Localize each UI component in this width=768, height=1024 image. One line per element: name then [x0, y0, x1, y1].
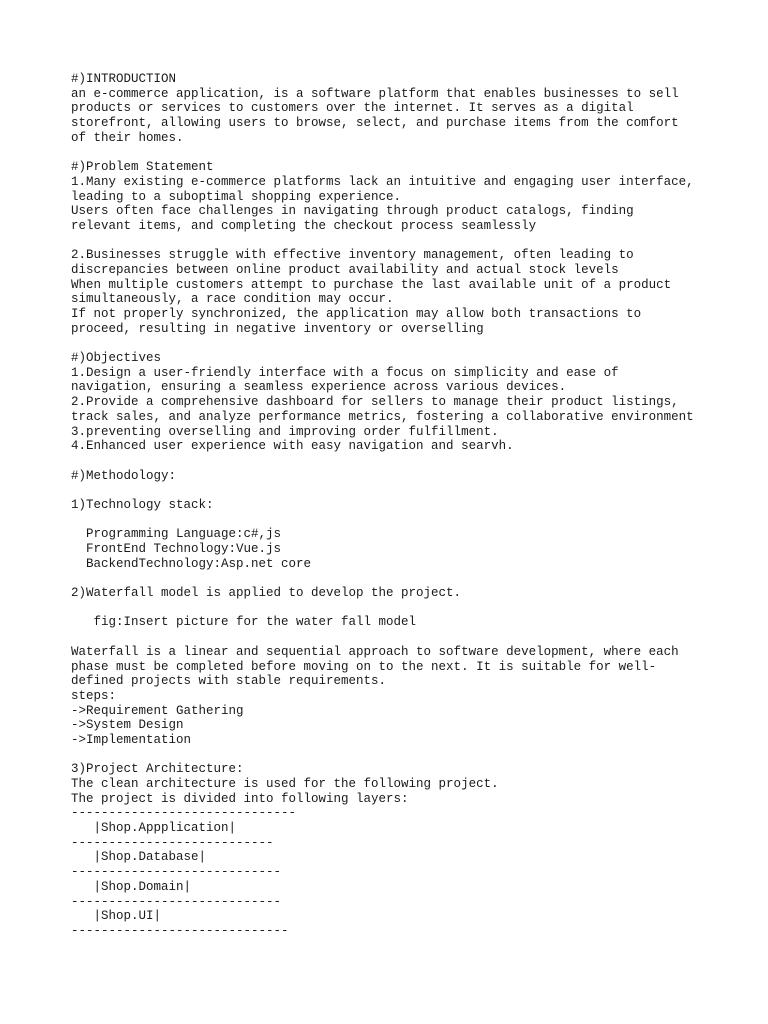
document-body	[71, 72, 731, 939]
text-line: 4.Enhanced user experience with easy navigation and searvh.	[71, 439, 514, 454]
text-line: The clean architecture is used for the following project.	[71, 777, 499, 791]
text-line: simultaneously, a race condition may occur.	[71, 292, 394, 307]
text-line: discrepancies between online product availability and actual stock levels	[71, 262, 619, 277]
blank-line	[71, 145, 731, 160]
heading-introduction: #)INTRODUCTION	[71, 72, 177, 86]
layer-shop-database: |Shop.Database|	[71, 850, 207, 865]
heading-methodology: #)Methodology:	[71, 468, 177, 483]
blank-line	[71, 336, 731, 351]
text-line: Waterfall is a linear and sequential approach to software development, where each	[71, 644, 679, 659]
text-line: steps:	[71, 688, 117, 703]
layer-divider: ----------------------------	[71, 865, 282, 880]
step-item: ->Requirement Gathering	[71, 703, 244, 718]
layer-shop-application: |Shop.Appplication|	[71, 821, 237, 836]
tech-stack-item: BackendTechnology:Asp.net core	[71, 556, 312, 571]
text-line: If not properly synchronized, the application may allow both transactions to	[71, 307, 642, 321]
text-line: phase must be completed before moving on to the next. It is suitable for well-	[71, 659, 657, 674]
text-line: an e-commerce application, is a software platform that enables businesses to sell	[71, 86, 679, 101]
text-line: leading to a suboptimal shopping experience.	[71, 189, 402, 204]
text-line: 1.Many existing e-commerce platforms lack an intuitive and engaging user interface,	[71, 174, 694, 189]
text-line: 2.Provide a comprehensive dashboard for sellers to manage their product listings,	[71, 395, 679, 410]
tech-stack-item: FrontEnd Technology:Vue.js	[71, 542, 282, 556]
blank-line	[71, 748, 731, 763]
step-item: ->Implementation	[71, 732, 192, 747]
text-line: of their homes.	[71, 130, 184, 145]
layer-divider: ----------------------------	[71, 894, 282, 909]
blank-line	[71, 454, 731, 469]
layer-divider: ---------------------------	[71, 835, 274, 850]
text-line: track sales, and analyze performance metrics, fostering a collaborative environment	[71, 409, 694, 424]
layer-divider: ------------------------------	[71, 806, 297, 821]
subheading-project-architecture: 3)Project Architecture:	[71, 762, 244, 777]
subheading-technology-stack: 1)Technology stack:	[71, 497, 214, 512]
subheading-waterfall: 2)Waterfall model is applied to develop the project.	[71, 586, 462, 601]
text-line: storefront, allowing users to browse, select, and purchase items from the comfort	[71, 116, 679, 131]
layer-shop-ui: |Shop.UI|	[71, 909, 162, 924]
text-line: defined projects with stable requirements.	[71, 674, 387, 689]
blank-line	[71, 571, 731, 586]
heading-objectives: #)Objectives	[71, 351, 162, 366]
text-line: The project is divided into following layers:	[71, 791, 409, 806]
layer-divider: -----------------------------	[71, 923, 289, 938]
blank-line	[71, 630, 731, 645]
text-line: relevant items, and completing the checkout process seamlessly	[71, 218, 537, 233]
text-line: navigation, ensuring a seamless experience across various devices.	[71, 380, 567, 395]
text-line: Users often face challenges in navigating through product catalogs, finding	[71, 204, 634, 219]
text-line: When multiple customers attempt to purchase the last available unit of a product	[71, 277, 672, 292]
text-line: 1.Design a user-friendly interface with a focus on simplicity and ease of	[71, 365, 619, 380]
blank-line	[71, 513, 731, 528]
tech-stack-item: Programming Language:c#,js	[71, 527, 282, 542]
step-item: ->System Design	[71, 718, 184, 733]
blank-line	[71, 483, 731, 498]
layer-shop-domain: |Shop.Domain|	[71, 879, 192, 894]
text-line: 3.preventing overselling and improving order fulfillment.	[71, 424, 499, 439]
heading-problem-statement: #)Problem Statement	[71, 160, 214, 175]
text-line: proceed, resulting in negative inventory or overselling	[71, 321, 484, 336]
text-line: products or services to customers over the internet. It serves as a digital	[71, 101, 634, 116]
blank-line	[71, 601, 731, 616]
blank-line	[71, 234, 731, 249]
text-line: 2.Businesses struggle with effective inventory management, often leading to	[71, 248, 634, 263]
figure-placeholder: fig:Insert picture for the water fall model	[71, 615, 417, 630]
